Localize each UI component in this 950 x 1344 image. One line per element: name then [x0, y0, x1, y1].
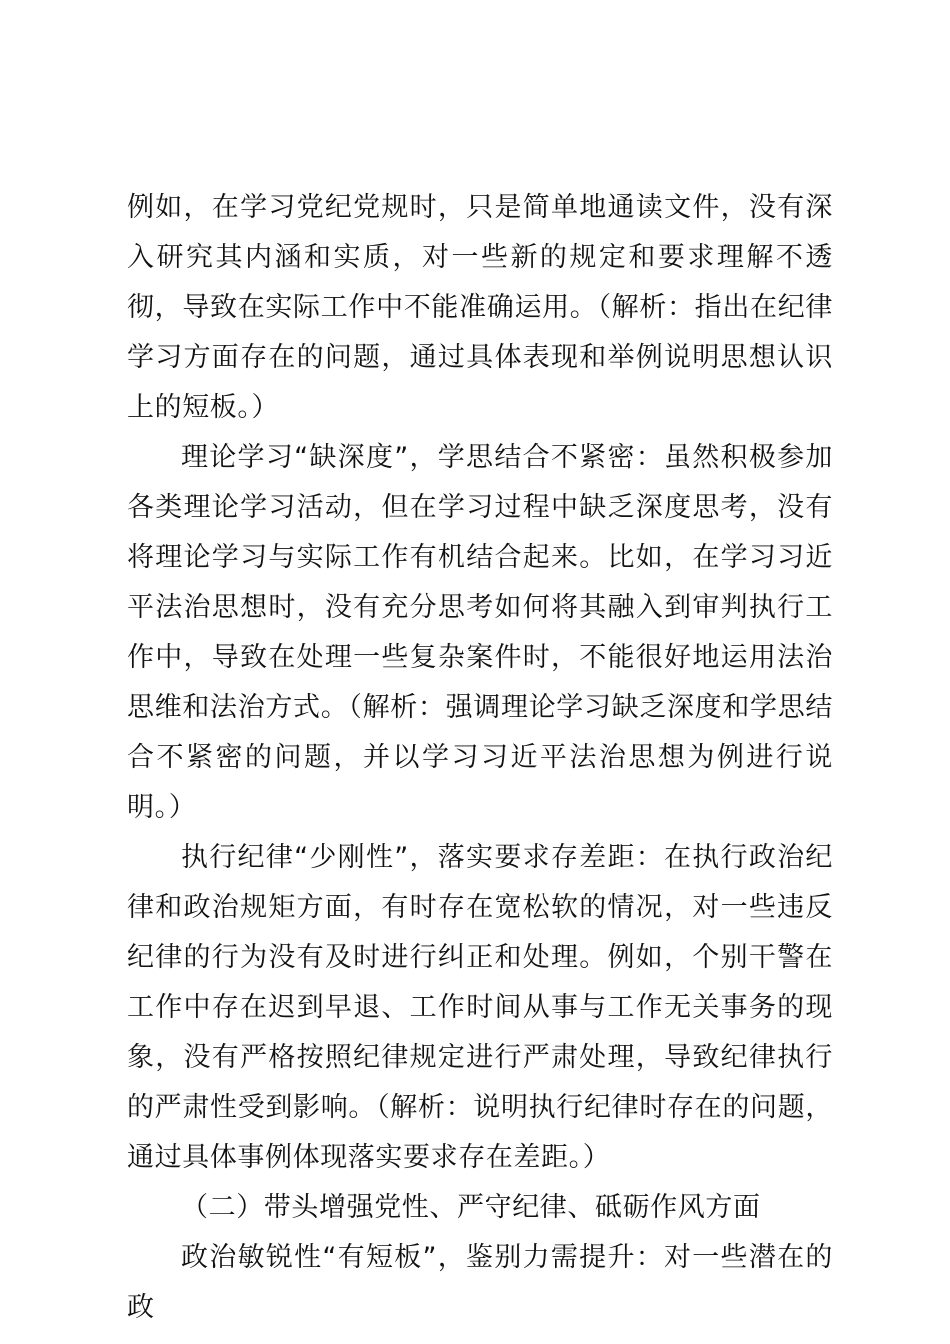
paragraph-discipline-enforcement: 执行纪律“少刚性”，落实要求存差距：在执行政治纪律和政治规矩方面，有时存在宽松软的情况，对一些违反纪律的行为没有及时进行纠正和处理。例如，个别干警在工作中存在迟到早退、工作时间从事与工作无关事务的现象，没有严格按照纪律规定进行严肃处理，导致纪律执行的严肃性受到影响。（解析：说明执行纪律时存在的问题，通过具体事例体现落实要求存在差距。）	[127, 842, 833, 1173]
section-heading: （二）带头增强党性、严守纪律、砥砺作风方面	[181, 1192, 761, 1223]
paragraph-political-sensitivity: 政治敏锐性“有短板”，鉴别力需提升：对一些潜在的政	[127, 1242, 833, 1323]
document-body	[127, 183, 833, 1333]
paragraph-theory-study: 理论学习“缺深度”，学思结合不紧密：虽然积极参加各类理论学习活动，但在学习过程中缺乏深度思考，没有将理论学习与实际工作有机结合起来。比如，在学习习近平法治思想时，没有充分思考如何将其融入到审判执行工作中，导致在处理一些复杂案件时，不能很好地运用法治思维和法治方式。（解析：强调理论学习缺乏深度和学思结合不紧密的问题，并以学习习近平法治思想为例进行说明。）	[127, 442, 833, 823]
paragraph-discipline-study: 例如，在学习党纪党规时，只是简单地通读文件，没有深入研究其内涵和实质，对一些新的规定和要求理解不透彻，导致在实际工作中不能准确运用。（解析：指出在纪律学习方面存在的问题，通过具体表现和举例说明思想认识上的短板。）	[127, 192, 833, 423]
